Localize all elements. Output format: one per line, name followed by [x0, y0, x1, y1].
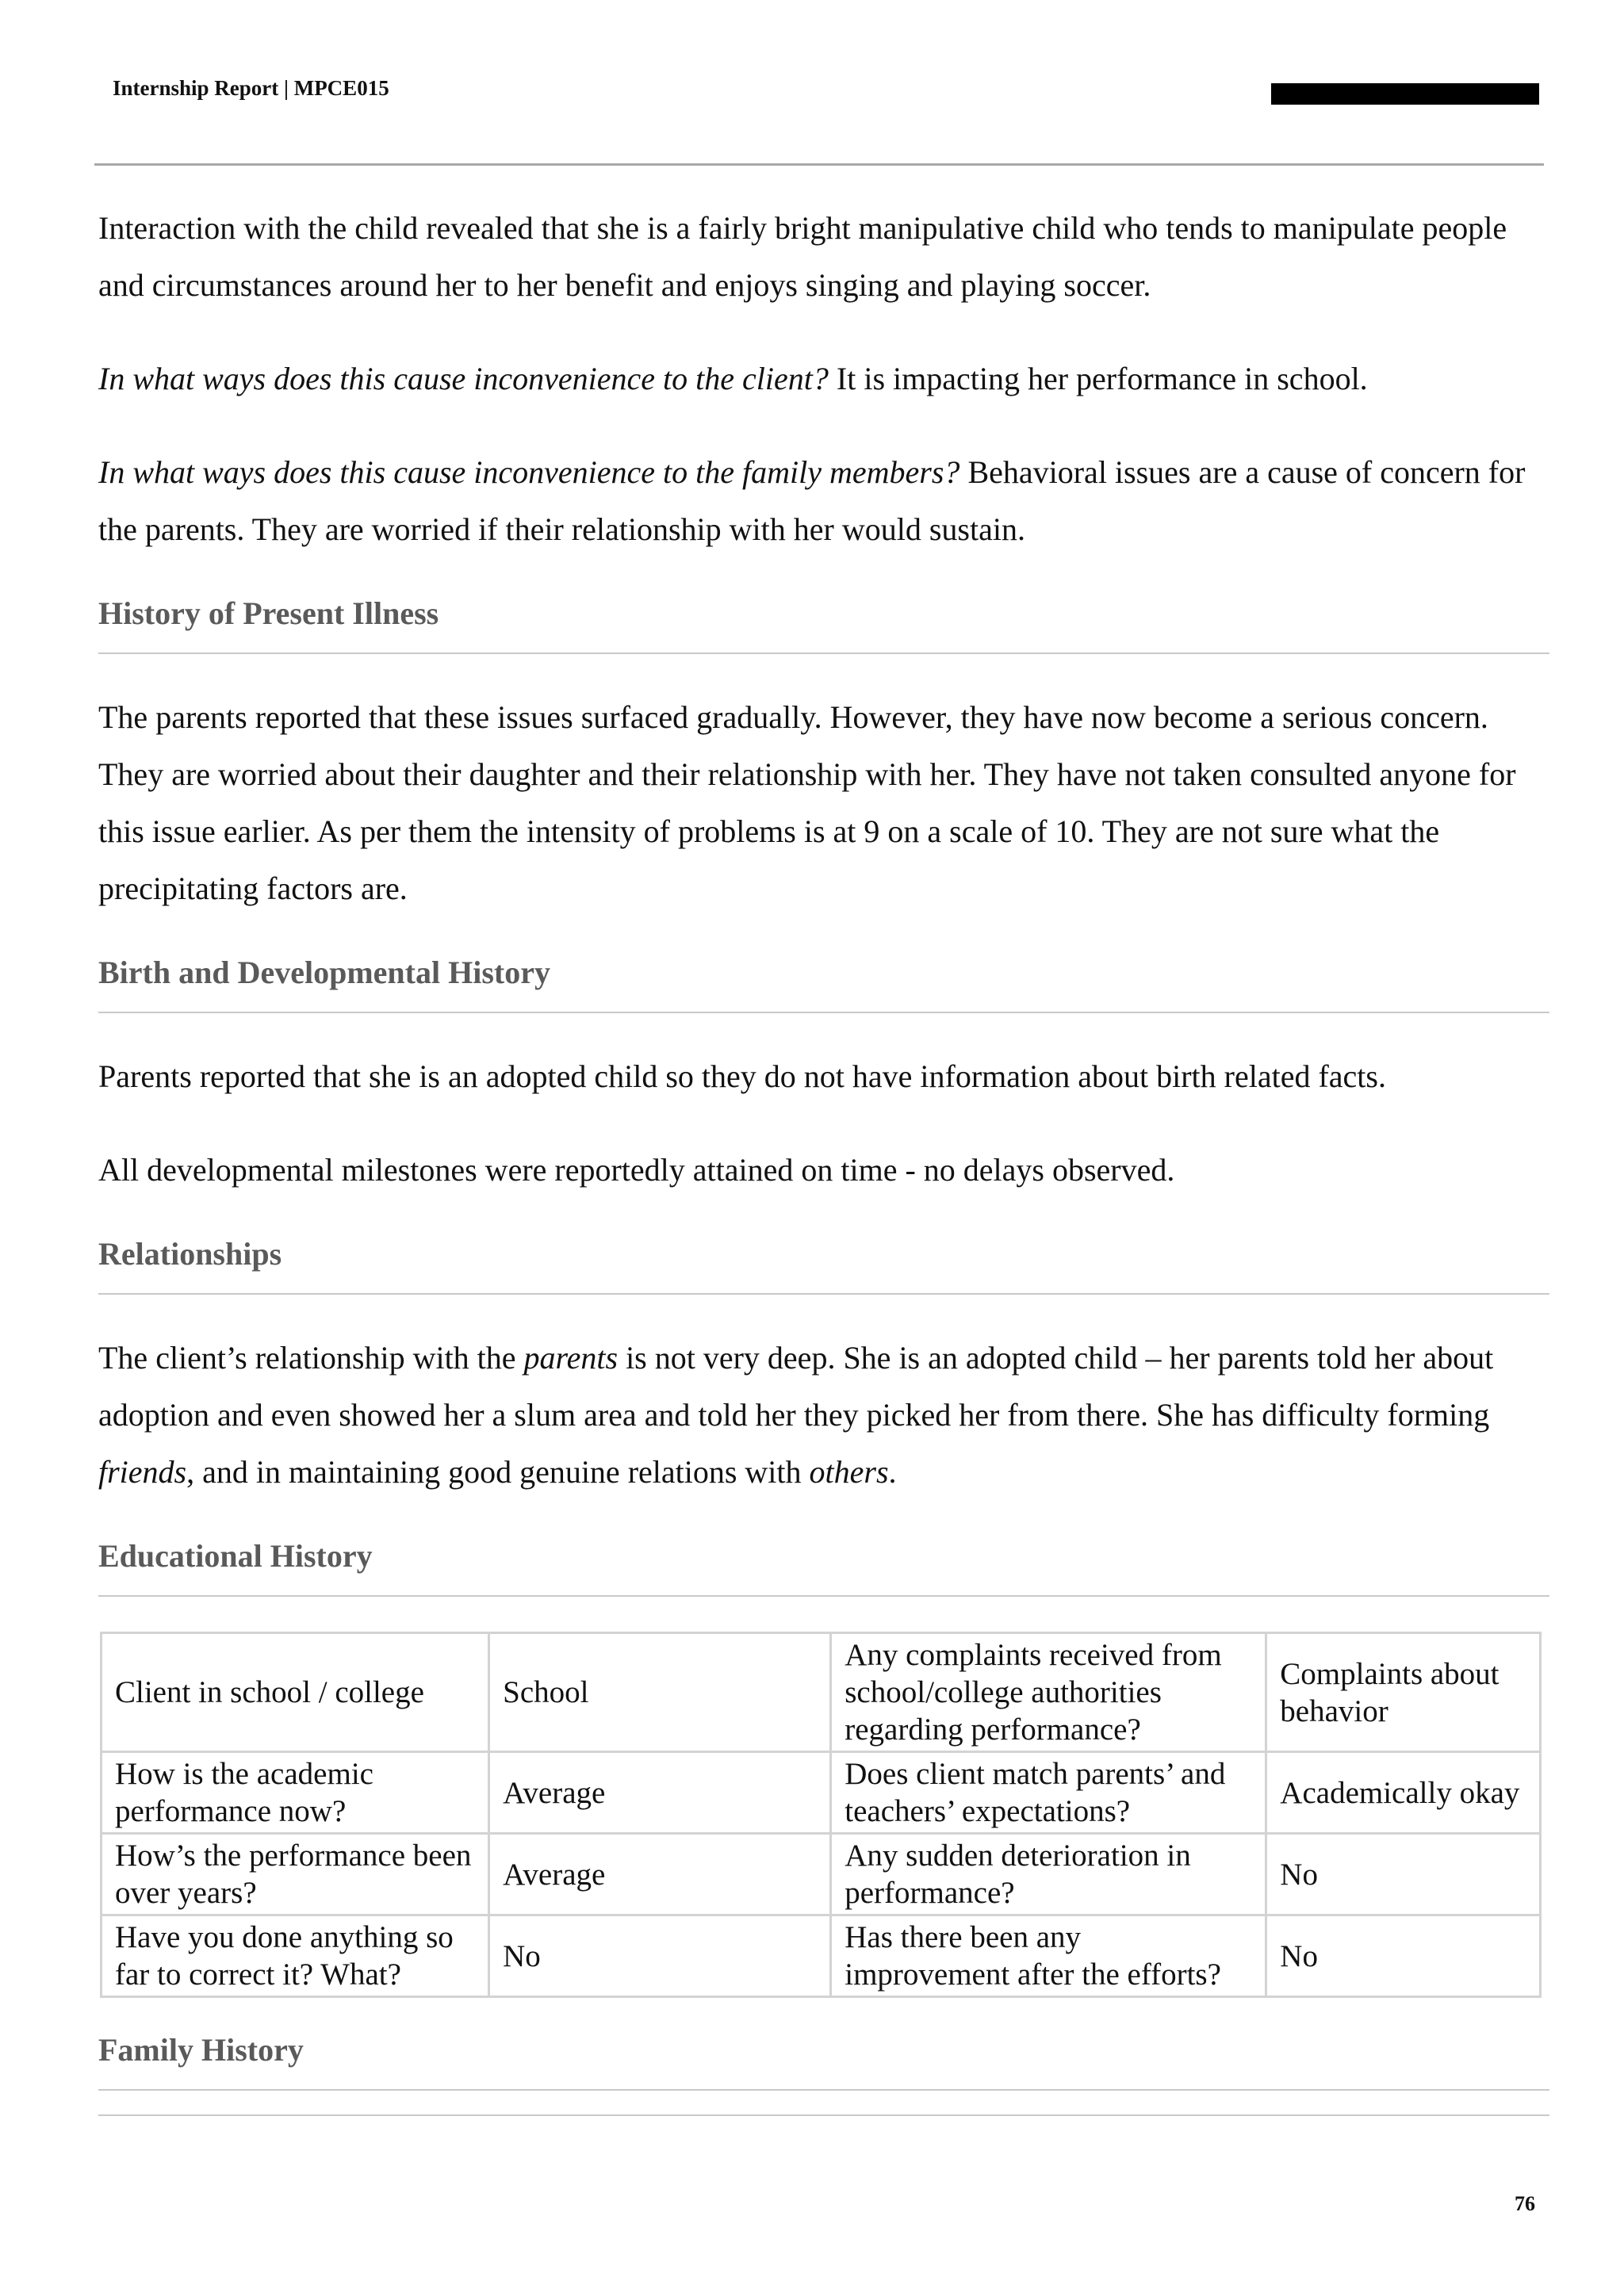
relationships-text-3: , and in maintaining good genuine relations with	[186, 1454, 810, 1490]
family-answer: Behavioral issues are a cause of concern for the parents. They are worried if their relationship with her would sustain.	[98, 454, 1526, 547]
table-cell: Academically okay	[1266, 1752, 1541, 1834]
table-row	[102, 1915, 1541, 1997]
table-cell: Has there been any improvement after the efforts?	[831, 1915, 1266, 1997]
table-cell: Average	[489, 1752, 831, 1834]
relationships-paragraph	[98, 1330, 1549, 1501]
table-row	[102, 1633, 1541, 1752]
relationships-italic-friends: friends	[98, 1454, 187, 1490]
table-cell: Average	[489, 1834, 831, 1915]
table-cell: Does client match parents’ and teachers’ expectations?	[831, 1752, 1266, 1834]
interaction-paragraph: Interaction with the child revealed that she is a fairly bright manipulative child who tends to manipulate people and circumstances around her to her benefit and enjoys singing and playing soccer.	[98, 210, 1507, 303]
heading-relationships: Relationships	[98, 1235, 1549, 1295]
table-row	[102, 1752, 1541, 1834]
relationships-italic-others: others	[809, 1454, 889, 1490]
relationships-text-4: .	[888, 1454, 897, 1490]
table-cell: No	[1266, 1834, 1541, 1915]
page-content	[98, 200, 1549, 2116]
table-cell: How’s the performance been over years?	[102, 1834, 489, 1915]
relationships-italic-parents: parents	[523, 1340, 619, 1376]
table-cell: Complaints about behavior	[1266, 1633, 1541, 1752]
relationships-text-1: The client’s relationship with the	[98, 1340, 524, 1376]
report-header-title: Internship Report | MPCE015	[113, 76, 389, 100]
heading-educational-history: Educational History	[98, 1537, 1549, 1597]
table-row	[102, 1834, 1541, 1915]
footer-divider	[98, 2114, 1549, 2116]
heading-birth-history: Birth and Developmental History	[98, 954, 1549, 1013]
heading-present-illness: History of Present Illness	[98, 595, 1549, 654]
educational-history-table	[100, 1632, 1542, 1998]
heading-family-history: Family History	[98, 2031, 1549, 2091]
page-number: 76	[1515, 2192, 1535, 2215]
header-divider	[94, 163, 1544, 166]
client-inconvenience-paragraph	[98, 350, 1549, 408]
table-cell: How is the academic performance now?	[102, 1752, 489, 1834]
client-answer: It is impacting her performance in school.	[828, 361, 1368, 396]
present-illness-paragraph: The parents reported that these issues surfaced gradually. However, they have now become a serious concern. They are worried about their daughter and their relationship with her. They have not taken consulted anyone for this issue earlier. As per them the intensity of problems is at 9 on a scale of 10. They are not sure what the precipitating factors are.	[98, 699, 1516, 906]
table-cell: Any sudden deterioration in performance?	[831, 1834, 1266, 1915]
table-cell: No	[1266, 1915, 1541, 1997]
table-cell: Have you done anything so far to correct it? What?	[102, 1915, 489, 1997]
client-question: In what ways does this cause inconvenience to the client?	[98, 361, 829, 396]
table-cell: No	[489, 1915, 831, 1997]
table-cell: Client in school / college	[102, 1633, 489, 1752]
table-cell: Any complaints received from school/college authorities regarding performance?	[831, 1633, 1266, 1752]
family-question: In what ways does this cause inconvenience to the family members?	[98, 454, 960, 490]
relationships-text-2: is not very deep. She is an adopted child – her parents told her about adoption and even showed her a slum area and told her they picked her from there. She has difficulty forming	[98, 1340, 1494, 1433]
family-inconvenience-paragraph	[98, 444, 1549, 558]
redaction-bar	[1271, 83, 1539, 105]
developmental-paragraph: All developmental milestones were reportedly attained on time - no delays observed.	[98, 1152, 1175, 1188]
table-cell: School	[489, 1633, 831, 1752]
birth-paragraph: Parents reported that she is an adopted child so they do not have information about birth related facts.	[98, 1058, 1386, 1094]
